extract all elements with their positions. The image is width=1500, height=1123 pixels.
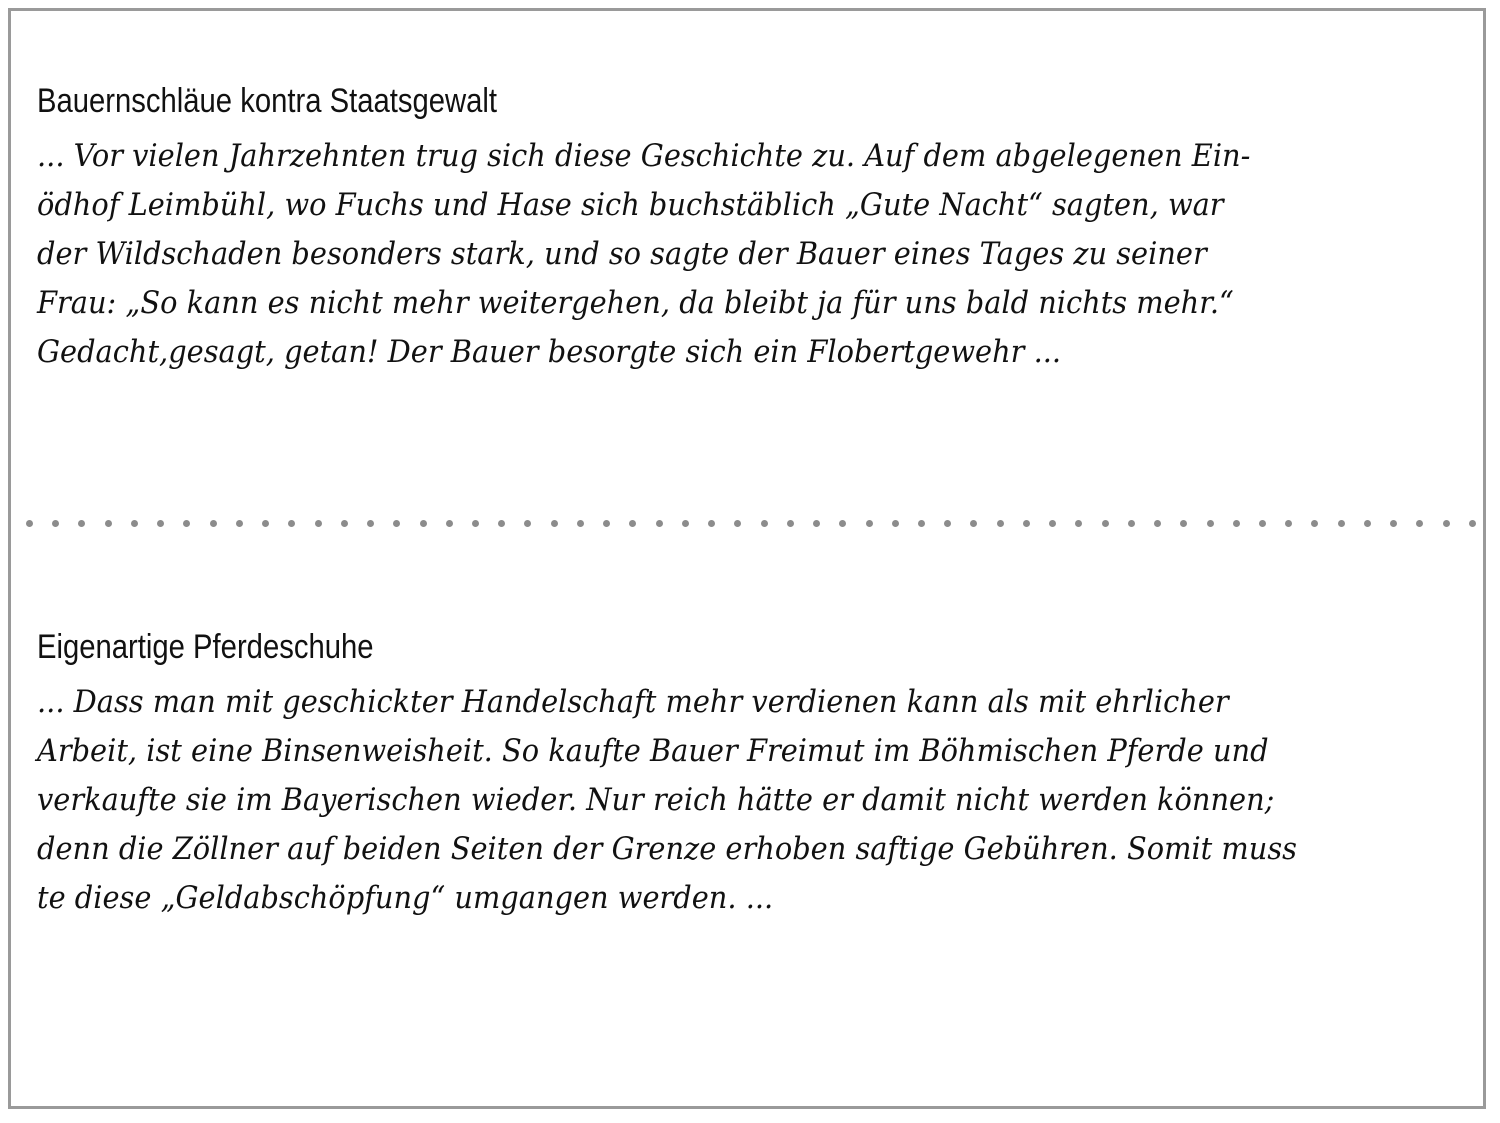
divider-dot	[1049, 520, 1056, 527]
divider-dot	[1443, 520, 1450, 527]
divider-dot	[551, 520, 558, 527]
divider-dot	[1416, 520, 1423, 527]
divider-dot	[1390, 520, 1397, 527]
divider-dot	[1311, 520, 1318, 527]
divider-dot	[866, 520, 873, 527]
divider-dot	[446, 520, 453, 527]
divider-dot	[1285, 520, 1292, 527]
story-heading-1: Bauernschläue kontra Staatsgewalt	[37, 82, 498, 120]
divider-dot	[970, 520, 977, 527]
divider-dot	[1128, 520, 1135, 527]
divider-dot	[813, 520, 820, 527]
divider-dot	[341, 520, 348, 527]
divider-dot	[997, 520, 1004, 527]
divider-dot	[1180, 520, 1187, 527]
divider-dot	[52, 520, 59, 527]
divider-dot	[315, 520, 322, 527]
divider-dot	[26, 520, 33, 527]
divider-dot	[1364, 520, 1371, 527]
excerpt-line: verkaufte sie im Bayerischen wieder. Nur reich hätte er damit nicht werden können;	[37, 782, 1275, 818]
divider-dot	[131, 520, 138, 527]
divider-dot	[603, 520, 610, 527]
divider-dot	[734, 520, 741, 527]
divider-dot	[629, 520, 636, 527]
divider-dot	[1023, 520, 1030, 527]
excerpt-line: Frau: „So kann es nicht mehr weitergehen, da bleibt ja für uns bald nichts mehr.“	[37, 285, 1234, 321]
divider-dot	[656, 520, 663, 527]
excerpt-line: Arbeit, ist eine Binsenweisheit. So kaufte Bauer Freimut im Böhmischen Pferde und	[37, 733, 1269, 769]
excerpt-line: ... Dass man mit geschickter Handelschaft mehr verdienen kann als mit ehrlicher	[37, 684, 1229, 720]
divider-dot	[1233, 520, 1240, 527]
divider-dot	[1207, 520, 1214, 527]
divider-dot	[577, 520, 584, 527]
divider-dot	[157, 520, 164, 527]
divider-dot	[78, 520, 85, 527]
story-heading-2: Eigenartige Pferdeschuhe	[37, 628, 374, 666]
divider-dot	[1259, 520, 1266, 527]
story-section-2	[37, 626, 1467, 923]
divider-dot	[944, 520, 951, 527]
divider-dot	[708, 520, 715, 527]
divider-dot	[105, 520, 112, 527]
excerpt-line: Gedacht,gesagt, getan! Der Bauer besorgte sich ein Flobertgewehr ...	[37, 334, 1062, 370]
divider-dot	[1075, 520, 1082, 527]
excerpt-line: denn die Zöllner auf beiden Seiten der Grenze erhoben saftige Gebühren. Somit muss	[37, 831, 1297, 867]
divider-dot	[1102, 520, 1109, 527]
divider-dot	[787, 520, 794, 527]
excerpt-line: der Wildschaden besonders stark, und so sagte der Bauer eines Tages zu seiner	[37, 236, 1207, 272]
excerpt-line: ödhof Leimbühl, wo Fuchs und Hase sich buchstäblich „Gute Nacht“ sagten, war	[37, 187, 1224, 223]
story-section-1	[37, 80, 1467, 377]
divider-dot	[682, 520, 689, 527]
divider-dot	[420, 520, 427, 527]
divider-dot	[524, 520, 531, 527]
divider-dot	[839, 520, 846, 527]
divider-dot	[262, 520, 269, 527]
divider-dot	[1469, 520, 1476, 527]
divider-dot	[393, 520, 400, 527]
divider-dot	[288, 520, 295, 527]
divider-dot	[472, 520, 479, 527]
divider-dot	[498, 520, 505, 527]
divider-dot	[183, 520, 190, 527]
story-excerpt-2	[37, 678, 1367, 923]
divider-dot	[918, 520, 925, 527]
divider-dot	[367, 520, 374, 527]
excerpt-line: ... Vor vielen Jahrzehnten trug sich diese Geschichte zu. Auf dem abgelegenen Ein-	[37, 138, 1251, 174]
divider-dot	[1154, 520, 1161, 527]
dotted-divider	[26, 518, 1476, 528]
divider-dot	[236, 520, 243, 527]
divider-dot	[892, 520, 899, 527]
divider-dot	[761, 520, 768, 527]
excerpt-line: te diese „Geldabschöpfung“ umgangen werden. ...	[37, 880, 774, 916]
divider-dot	[210, 520, 217, 527]
story-excerpt-1	[37, 132, 1367, 377]
divider-dot	[1338, 520, 1345, 527]
